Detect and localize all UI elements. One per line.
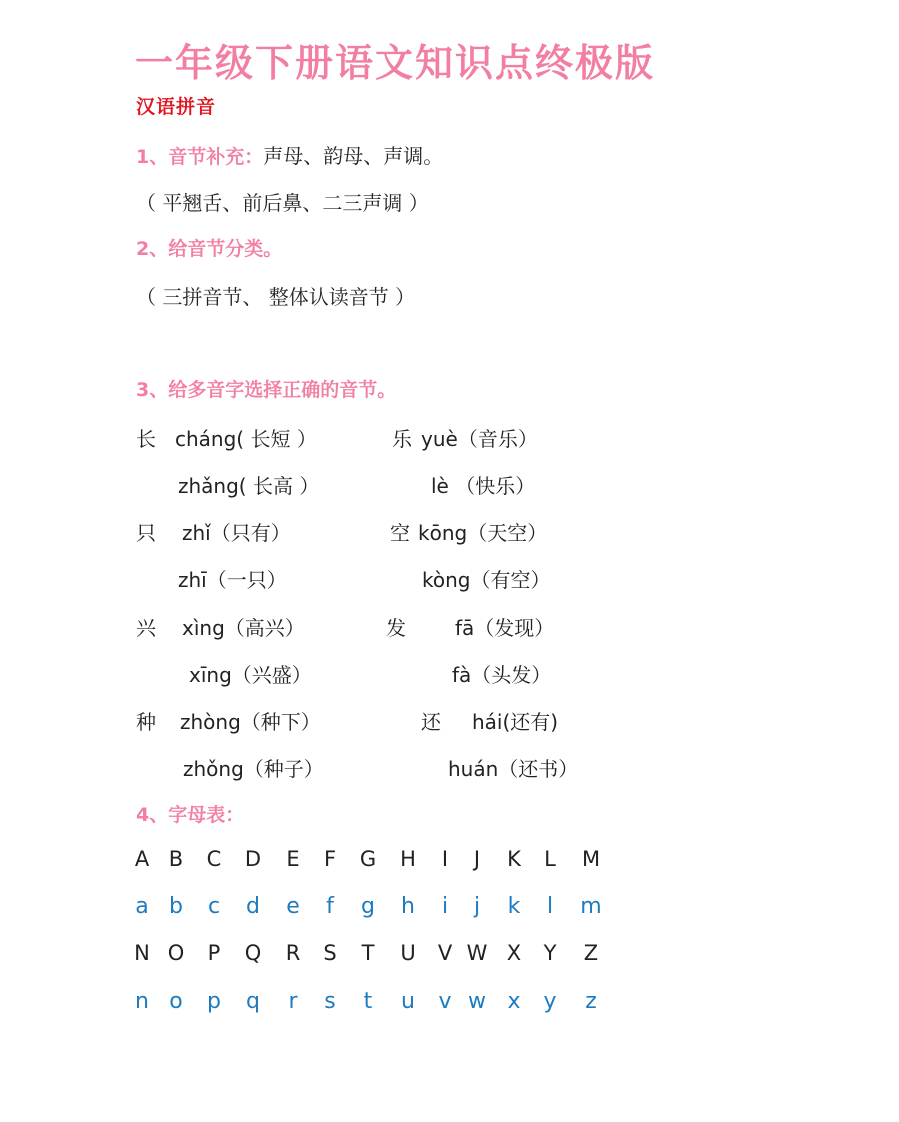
uppercase-letter: R (285, 941, 301, 965)
uppercase-letter: G (359, 847, 377, 871)
poly-reading: xīng（兴盛） (189, 663, 312, 687)
poly-reading: fà（头发） (452, 663, 552, 687)
lowercase-letter: n (135, 989, 149, 1014)
poly-reading: lè （快乐） (431, 474, 536, 498)
uppercase-letter: E (286, 847, 300, 871)
poly-reading: huán（还书） (448, 757, 579, 781)
uppercase-letter: A (134, 847, 150, 871)
uppercase-letter: H (400, 847, 416, 871)
lowercase-letter: y (543, 989, 557, 1014)
uppercase-letter: I (441, 847, 449, 871)
section-2-note: （ 三拼音节、 整体认读音节 ） (136, 285, 416, 309)
poly-char: 还 (421, 710, 441, 734)
lowercase-letter: g (361, 894, 375, 919)
section-3-heading: 3、给多音字选择正确的音节。 (136, 379, 397, 401)
poly-char: 只 (136, 521, 156, 545)
poly-char: 空 (390, 521, 410, 545)
lowercase-letter: u (401, 989, 415, 1014)
lowercase-letter: o (169, 989, 183, 1014)
section-1-heading: 1、音节补充： (136, 146, 264, 168)
uppercase-letter: Z (583, 941, 599, 965)
uppercase-letter: L (544, 847, 556, 871)
poly-reading: zhī（一只） (178, 568, 287, 592)
lowercase-letter: i (441, 894, 449, 919)
lowercase-letter: a (135, 894, 149, 919)
section-subtitle: 汉语拼音 (136, 96, 217, 118)
poly-reading: hái(还有) (472, 710, 559, 734)
poly-reading: cháng( 长短 ） (175, 427, 317, 451)
uppercase-letter: Y (543, 941, 557, 965)
uppercase-letter: B (168, 847, 184, 871)
lowercase-letter: b (169, 894, 183, 919)
uppercase-letter: C (206, 847, 222, 871)
uppercase-letter: D (244, 847, 262, 871)
lowercase-letter: x (507, 989, 521, 1014)
uppercase-letter: U (400, 941, 416, 965)
lowercase-letter: p (207, 989, 221, 1014)
section-1-note: （ 平翘舌、前后鼻、二三声调 ） (136, 191, 429, 215)
lowercase-letter: w (468, 989, 486, 1014)
uppercase-letter: S (323, 941, 337, 965)
uppercase-letter: T (361, 941, 375, 965)
section-1-line (136, 140, 443, 169)
lowercase-letter: c (207, 894, 221, 919)
lowercase-letter: k (507, 894, 521, 919)
poly-char: 乐 (392, 427, 412, 451)
uppercase-letter: X (506, 941, 522, 965)
poly-char: 长 (136, 427, 156, 451)
lowercase-letter: r (288, 989, 298, 1014)
poly-char: 兴 (136, 616, 156, 640)
uppercase-letter: J (473, 847, 481, 871)
poly-reading: kōng（天空） (418, 521, 548, 545)
uppercase-letter: N (134, 941, 150, 965)
lowercase-letter: h (401, 894, 415, 919)
poly-reading: fā（发现） (455, 616, 555, 640)
lowercase-letter: m (580, 894, 602, 919)
poly-char: 发 (386, 616, 406, 640)
uppercase-letter: O (167, 941, 185, 965)
poly-reading: zhǒng（种子） (183, 757, 324, 781)
poly-char: 种 (136, 710, 156, 734)
poly-reading: xìng（高兴） (182, 616, 305, 640)
lowercase-letter: f (326, 894, 334, 919)
lowercase-letter: t (363, 989, 373, 1014)
lowercase-letter: d (246, 894, 260, 919)
uppercase-letter: F (323, 847, 337, 871)
uppercase-letter: P (207, 941, 221, 965)
poly-reading: yuè（音乐） (421, 427, 538, 451)
lowercase-letter: l (546, 894, 554, 919)
uppercase-letter: V (437, 941, 453, 965)
lowercase-letter: e (286, 894, 300, 919)
lowercase-letter: v (438, 989, 452, 1014)
uppercase-letter: W (466, 941, 488, 965)
lowercase-letter: z (585, 989, 597, 1014)
poly-reading: zhǐ（只有） (182, 521, 291, 545)
uppercase-letter: M (581, 847, 601, 871)
section-2-heading: 2、给音节分类。 (136, 238, 283, 260)
lowercase-letter: j (473, 894, 481, 919)
section-1-text: 声母、韵母、声调。 (263, 144, 444, 168)
lowercase-letter: q (246, 989, 260, 1014)
page-title: 一年级下册语文知识点终极版 (135, 41, 656, 85)
poly-reading: zhǎng( 长高 ） (178, 474, 320, 498)
poly-reading: kòng（有空） (422, 568, 551, 592)
uppercase-letter: Q (244, 941, 262, 965)
lowercase-letter: s (324, 989, 336, 1014)
section-4-heading: 4、字母表： (136, 804, 245, 826)
poly-reading: zhòng（种下） (180, 710, 321, 734)
uppercase-letter: K (507, 847, 521, 871)
